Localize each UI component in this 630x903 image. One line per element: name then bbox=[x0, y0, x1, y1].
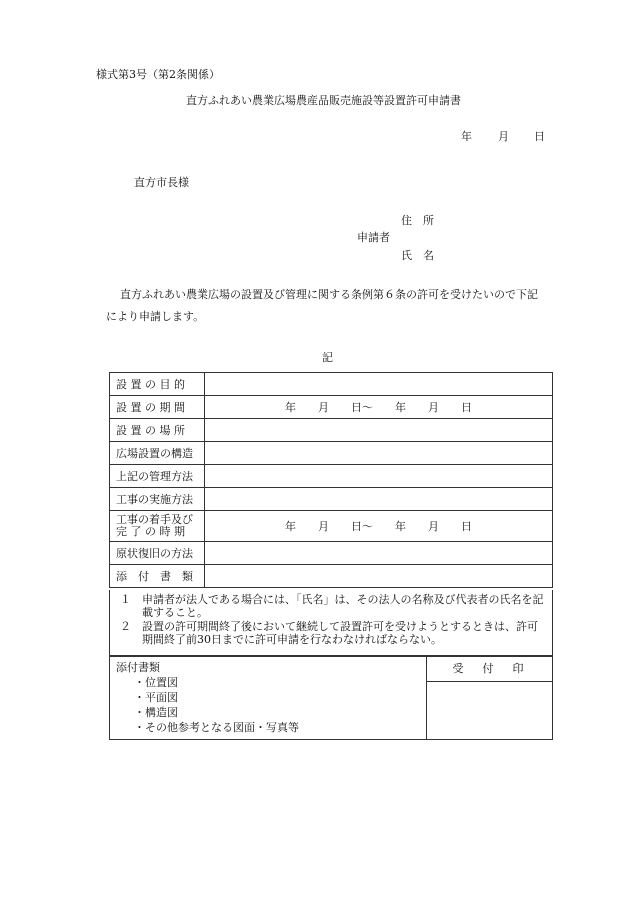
ki-heading: 記 bbox=[322, 351, 333, 364]
row-label: 工事の着手及び完 了 の 時 期 bbox=[110, 511, 205, 542]
row-value[interactable] bbox=[205, 373, 553, 396]
form-number: 様式第3号（第2条関係） bbox=[96, 68, 220, 81]
attachments-and-stamp bbox=[109, 656, 553, 740]
row-label: 原状復旧の方法 bbox=[110, 542, 205, 565]
statement-line-1: 直方ふれあい農業広場の設置及び管理に関する条例第６条の許可を受けたいので下記 bbox=[120, 288, 538, 301]
table-row bbox=[110, 542, 553, 565]
attachments-list bbox=[110, 657, 426, 739]
name-label: 氏 名 bbox=[401, 249, 434, 262]
applicant-label: 申請者 bbox=[357, 231, 390, 244]
row-label: 添 付 書 類 bbox=[110, 565, 205, 588]
note-number: ２ bbox=[120, 620, 131, 633]
document-title: 直方ふれあい農業広場農産品販売施設等設置許可申請書 bbox=[186, 94, 461, 107]
reception-stamp-heading: 受 付 印 bbox=[427, 657, 553, 682]
address-label: 住 所 bbox=[401, 214, 434, 227]
date-year-label: 年 bbox=[461, 130, 472, 143]
attachment-item: ・平面図 bbox=[134, 691, 178, 704]
row-value[interactable]: 年 月 日～ 年 月 日 bbox=[205, 511, 553, 542]
row-value[interactable] bbox=[205, 542, 553, 565]
row-value[interactable] bbox=[205, 419, 553, 442]
row-value[interactable] bbox=[205, 465, 553, 488]
row-label: 工事の実施方法 bbox=[110, 488, 205, 511]
attachment-item: ・その他参考となる図面・写真等 bbox=[134, 721, 299, 734]
row-label: 広場設置の構造 bbox=[110, 442, 205, 465]
table-row bbox=[110, 419, 553, 442]
statement-line-2: により申請します。 bbox=[106, 310, 205, 323]
table-row bbox=[110, 396, 553, 419]
notes-box bbox=[109, 590, 553, 656]
attachment-item: ・構造図 bbox=[134, 706, 178, 719]
row-label: 設 置 の 目 的 bbox=[110, 373, 205, 396]
table-row bbox=[110, 373, 553, 396]
attachment-item: ・位置図 bbox=[134, 676, 178, 689]
note-item bbox=[120, 620, 546, 646]
table-row bbox=[110, 488, 553, 511]
table-row bbox=[110, 442, 553, 465]
row-value[interactable] bbox=[205, 488, 553, 511]
row-value[interactable]: 年 月 日～ 年 月 日 bbox=[205, 396, 553, 419]
application-table bbox=[109, 372, 553, 588]
row-label: 設 置 の 場 所 bbox=[110, 419, 205, 442]
row-value[interactable] bbox=[205, 442, 553, 465]
date-month-label: 月 bbox=[498, 130, 509, 143]
row-label: 設 置 の 期 間 bbox=[110, 396, 205, 419]
table-row bbox=[110, 565, 553, 588]
application-statement bbox=[106, 284, 576, 328]
reception-stamp-box bbox=[426, 657, 553, 739]
addressee: 直方市長様 bbox=[134, 176, 189, 189]
note-text: 申請者が法人である場合には、「氏名」は、その法人の名称及び代表者の氏名を記載すること。 bbox=[142, 593, 544, 619]
note-number: １ bbox=[120, 593, 131, 606]
table-row bbox=[110, 511, 553, 542]
table-row bbox=[110, 465, 553, 488]
attachments-heading: 添付書類 bbox=[116, 661, 160, 674]
date-day-label: 日 bbox=[534, 130, 545, 143]
note-text: 設置の許可期間終了後において継続して設置許可を受けようとするときは、許可期間終了前30日までに許可申請を行なわなければならない。 bbox=[142, 620, 538, 646]
note-item bbox=[120, 593, 546, 619]
row-label: 上記の管理方法 bbox=[110, 465, 205, 488]
row-value[interactable] bbox=[205, 565, 553, 588]
